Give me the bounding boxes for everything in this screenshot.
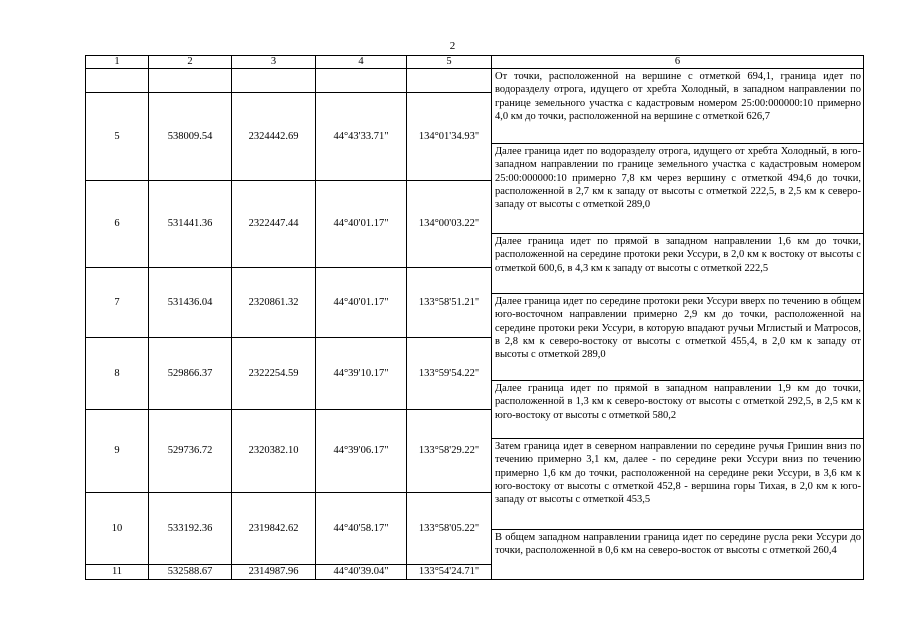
boundary-description: Далее граница идет по прямой в западном направлении 1,9 км до точки, расположенной в 1,3 км к северо-востоку от высоты с отметкой 292,5, в 2,5 км к юго-востоку от высоты с отметкой 580,2 — [492, 381, 864, 439]
point-number: 9 — [86, 410, 149, 493]
point-number: 6 — [86, 181, 149, 268]
y-coordinate: 2322254.59 — [232, 338, 316, 410]
boundary-description: Затем граница идет в северном направлении по середине ручья Гришин вниз по течению примерно 3,1 км, далее - по середине реки Уссури вниз по течению примерно 1,6 км до точки, расположенной на середине реки Уссури, в 3,6 км к юго-востоку от высоты с отметкой 452,8 - вершина горы Тихая, в 2,0 км к юго-западу от высоты с отметкой 453,5 — [492, 439, 864, 530]
longitude: 133°59'54.22" — [407, 338, 492, 410]
boundary-description: От точки, расположенной на вершине с отметкой 694,1, граница идет по водоразделу отрога, идущего от хребта Холодный, в западном направлении по границе земельного участка с кадастровым номером 25:00:000000:10 примерно 4,0 км до точки, расположенной на вершине с отметкой 626,7 — [492, 69, 864, 144]
x-coordinate: 531441.36 — [149, 181, 232, 268]
latitude: 44°43'33.71" — [316, 93, 407, 181]
longitude: 133°58'51.21" — [407, 268, 492, 338]
y-coordinate: 2319842.62 — [232, 493, 316, 565]
y-coordinate: 2322447.44 — [232, 181, 316, 268]
column-header: 5 — [407, 56, 492, 69]
header-row — [86, 56, 864, 69]
boundary-description: Далее граница идет по водоразделу отрога, идущего от хребта Холодный, в юго-западном направлении по границе земельного участка с кадастровым номером 25:00:000000:10 примерно 7,8 км через вершину с отметкой 494,6 до точки, расположенной в 2,7 км к западу от высоты с отметкой 222,5, в 2,5 км к северо-западу от высоты с отметкой 289,0 — [492, 144, 864, 234]
boundary-description: Далее граница идет по середине протоки реки Уссури вверх по течению в общем юго-восточном направлении примерно 2,9 км до точки, расположенной на середине протоки реки Уссури, в которую впадают ручьи Мглистый и Матросов, в 2,8 км к северо-востоку от высоты с отметкой 455,4, в 2,0 км к западу от высоты с отметкой 289,0 — [492, 294, 864, 381]
longitude: 134°01'34.93" — [407, 93, 492, 181]
latitude: 44°39'06.17" — [316, 410, 407, 493]
column-header: 3 — [232, 56, 316, 69]
y-coordinate: 2320861.32 — [232, 268, 316, 338]
longitude: 133°58'29.22" — [407, 410, 492, 493]
point-number: 8 — [86, 338, 149, 410]
x-coordinate: 529736.72 — [149, 410, 232, 493]
latitude: 44°40'01.17" — [316, 268, 407, 338]
longitude: 134°00'03.22" — [407, 181, 492, 268]
column-header: 4 — [316, 56, 407, 69]
boundary-points-table — [85, 55, 864, 580]
x-coordinate: 532588.67 — [149, 565, 232, 580]
x-coordinate: 533192.36 — [149, 493, 232, 565]
column-header: 6 — [492, 56, 864, 69]
y-coordinate: 2314987.96 — [232, 565, 316, 580]
y-coordinate: 2324442.69 — [232, 93, 316, 181]
empty-cell — [232, 69, 316, 93]
page-number: 2 — [449, 40, 456, 52]
latitude: 44°40'01.17" — [316, 181, 407, 268]
column-header: 2 — [149, 56, 232, 69]
empty-cell — [316, 69, 407, 93]
boundary-description: Далее граница идет по прямой в западном направлении 1,6 км до точки, расположенной на середине протоки реки Уссури, в 2,0 км к востоку от высоты с отметкой 600,6, в 4,3 км к западу от высоты с отметкой 222,5 — [492, 234, 864, 294]
latitude: 44°39'10.17" — [316, 338, 407, 410]
point-number: 11 — [86, 565, 149, 580]
empty-cell — [407, 69, 492, 93]
point-number: 7 — [86, 268, 149, 338]
point-number: 10 — [86, 493, 149, 565]
x-coordinate: 538009.54 — [149, 93, 232, 181]
table-row — [86, 69, 864, 93]
boundary-description: В общем западном направлении граница идет по середине русла реки Уссури до точки, расположенной в 0,6 км на северо-восток от высоты с отметкой 260,4 — [492, 530, 864, 580]
x-coordinate: 529866.37 — [149, 338, 232, 410]
column-header: 1 — [86, 56, 149, 69]
point-number: 5 — [86, 93, 149, 181]
y-coordinate: 2320382.10 — [232, 410, 316, 493]
longitude: 133°58'05.22" — [407, 493, 492, 565]
latitude: 44°40'39.04" — [316, 565, 407, 580]
empty-cell — [149, 69, 232, 93]
x-coordinate: 531436.04 — [149, 268, 232, 338]
empty-cell — [86, 69, 149, 93]
longitude: 133°54'24.71" — [407, 565, 492, 580]
latitude: 44°40'58.17" — [316, 493, 407, 565]
